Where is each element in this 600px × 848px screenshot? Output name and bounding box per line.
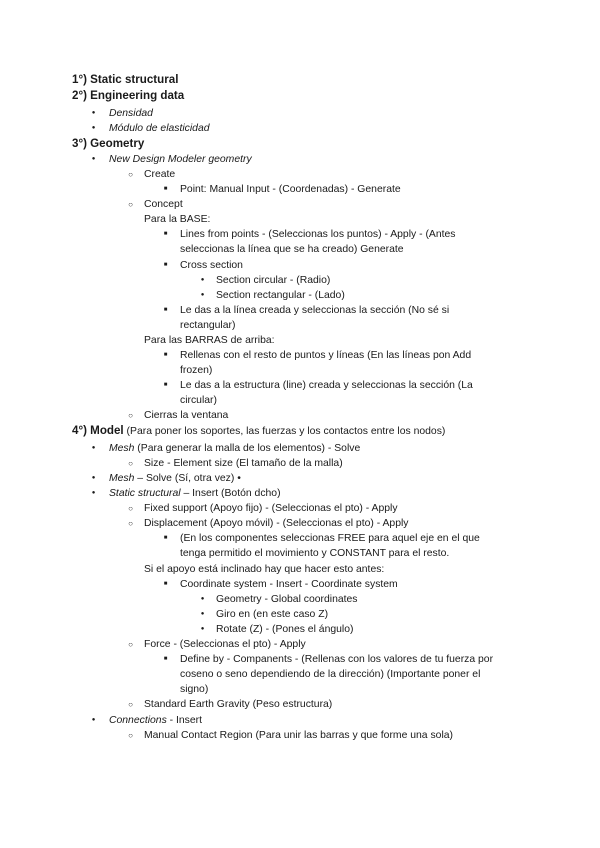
- paragraph: Si el apoyo está inclinado hay que hacer esto antes:: [144, 564, 385, 575]
- list-item: Cross section: [180, 260, 243, 271]
- bullet-dot-icon: [197, 622, 208, 637]
- bullet-circle-icon: [125, 408, 136, 424]
- term: Mesh: [109, 443, 135, 454]
- heading-static-structural: 1°) Static structural: [72, 73, 179, 86]
- bullet-circle-icon: [125, 637, 136, 653]
- list-item: [109, 486, 281, 501]
- list-item-continuation: signo): [180, 684, 209, 695]
- list-item: Densidad: [109, 108, 153, 119]
- list-item: New Design Modeler geometry: [109, 154, 252, 165]
- bullet-dot-icon: [197, 288, 208, 303]
- bullet-dot-icon: [88, 152, 99, 167]
- list-item: Size - Element size (El tamaño de la malla): [144, 458, 343, 469]
- list-item: Displacement (Apoyo móvil) - (Seleccionas el pto) - Apply: [144, 518, 409, 529]
- list-item: Giro en (en este caso Z): [216, 609, 329, 620]
- list-item: Rellenas con el resto de puntos y líneas (En las líneas pon Add: [180, 350, 472, 361]
- paragraph: Para la BASE:: [144, 214, 211, 225]
- term-description: – Solve (Sí, otra vez) •: [134, 473, 241, 484]
- list-item: Define by - Companents - (Rellenas con los valores de tu fuerza por: [180, 654, 494, 665]
- bullet-dot-icon: [88, 486, 99, 501]
- term: Mesh: [109, 473, 135, 484]
- bullet-square-icon: [160, 378, 171, 393]
- bullet-circle-icon: [125, 516, 136, 532]
- list-item: Cierras la ventana: [144, 410, 229, 421]
- bullet-circle-icon: [125, 456, 136, 472]
- list-item: Standard Earth Gravity (Peso estructura): [144, 699, 333, 710]
- list-item: Concept: [144, 199, 183, 210]
- list-item: [109, 713, 202, 728]
- list-item: Section circular - (Radio): [216, 275, 331, 286]
- bullet-square-icon: [160, 531, 171, 546]
- bullet-square-icon: [160, 652, 171, 667]
- list-item: Section rectangular - (Lado): [216, 290, 345, 301]
- bullet-dot-icon: [197, 273, 208, 288]
- term-description: – Insert (Botón dcho): [180, 488, 281, 499]
- bullet-square-icon: [160, 227, 171, 242]
- list-item: [109, 471, 241, 486]
- bullet-circle-icon: [125, 167, 136, 183]
- bullet-dot-icon: [88, 471, 99, 486]
- heading-geometry: 3°) Geometry: [72, 137, 145, 150]
- list-item: Force - (Seleccionas el pto) - Apply: [144, 639, 306, 650]
- list-item: Módulo de elasticidad: [109, 123, 210, 134]
- list-item: Manual Contact Region (Para unir las barras y que forme una sola): [144, 730, 453, 741]
- list-item: Create: [144, 169, 176, 180]
- list-item: Point: Manual Input - (Coordenadas) - Generate: [180, 184, 401, 195]
- heading-engineering-data: 2°) Engineering data: [72, 89, 185, 102]
- list-item: (En los componentes seleccionas FREE para aquel eje en el que: [180, 533, 480, 544]
- bullet-dot-icon: [197, 607, 208, 622]
- bullet-circle-icon: [125, 728, 136, 744]
- list-item: Fixed support (Apoyo fijo) - (Seleccionas el pto) - Apply: [144, 503, 398, 514]
- list-item-continuation: tenga permitido el movimiento y CONSTANT para el resto.: [180, 548, 450, 559]
- term-description: (Para generar la malla de los elementos) - Solve: [134, 443, 361, 454]
- term-description: - Insert: [166, 715, 202, 726]
- bullet-circle-icon: [125, 697, 136, 713]
- heading-model: [72, 423, 445, 439]
- list-item: Rotate (Z) - (Pones el ángulo): [216, 624, 354, 635]
- list-item-continuation: rectangular): [180, 320, 236, 331]
- bullet-square-icon: [160, 182, 171, 197]
- term: Connections: [109, 715, 167, 726]
- bullet-dot-icon: [88, 441, 99, 456]
- list-item: [109, 441, 360, 456]
- bullet-circle-icon: [125, 501, 136, 517]
- bullet-dot-icon: [88, 713, 99, 728]
- list-item-continuation: circular): [180, 395, 217, 406]
- bullet-dot-icon: [197, 592, 208, 607]
- list-item: Geometry - Global coordinates: [216, 594, 358, 605]
- bullet-dot-icon: [88, 121, 99, 136]
- bullet-dot-icon: [88, 106, 99, 121]
- bullet-square-icon: [160, 303, 171, 318]
- list-item-continuation: coseno o seno dependiendo de la dirección) (Importante poner el: [180, 669, 481, 680]
- paragraph: Para las BARRAS de arriba:: [144, 335, 275, 346]
- term: Static structural: [109, 488, 181, 499]
- list-item: Le das a la estructura (line) creada y seleccionas la sección (La: [180, 380, 473, 391]
- list-item-continuation: frozen): [180, 365, 213, 376]
- list-item-continuation: seleccionas la línea que se ha creado) Generate: [180, 244, 404, 255]
- list-item: Coordinate system - Insert - Coordinate system: [180, 579, 398, 590]
- bullet-square-icon: [160, 577, 171, 592]
- bullet-square-icon: [160, 348, 171, 363]
- bullet-square-icon: [160, 258, 171, 273]
- heading-model-note: (Para poner los soportes, las fuerzas y los contactos entre los nodos): [123, 426, 446, 437]
- list-item: Le das a la línea creada y seleccionas la sección (No sé si: [180, 305, 450, 316]
- bullet-circle-icon: [125, 197, 136, 213]
- list-item: Lines from points - (Seleccionas los puntos) - Apply - (Antes: [180, 229, 456, 240]
- heading-model-title: 4°) Model: [72, 424, 124, 437]
